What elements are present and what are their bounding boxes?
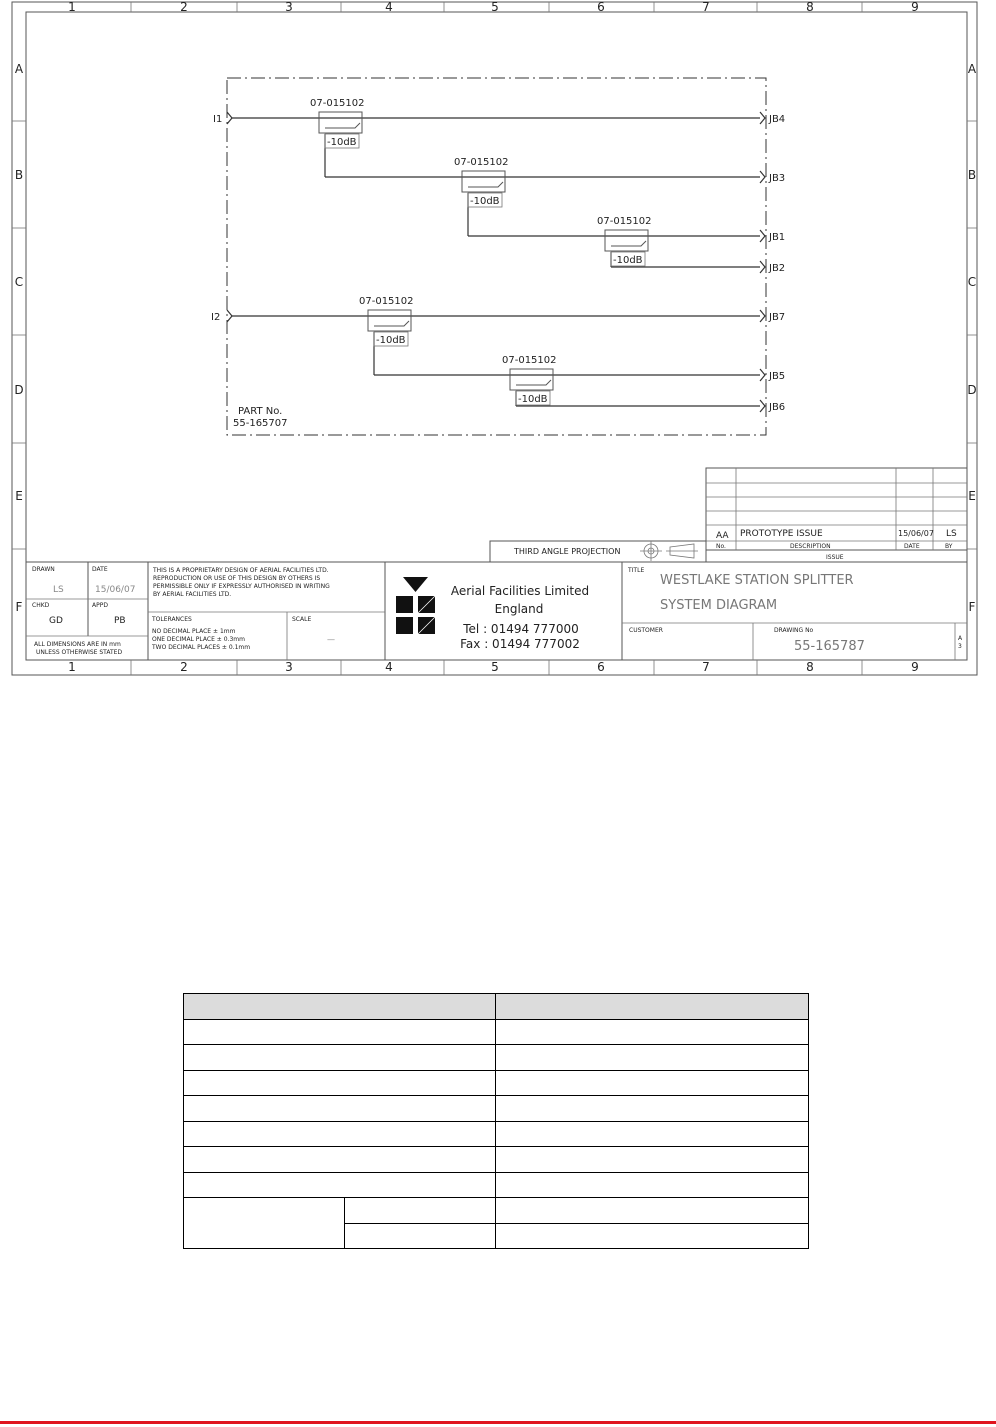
unit-boundary [227,78,766,435]
column-label: 1 [68,660,76,674]
port-label: JB4 [769,114,786,125]
table-row [184,1019,809,1045]
drawn-by: LS [53,585,64,595]
column-label: 7 [702,0,710,14]
column-label: 2 [180,660,188,674]
row-label: C [967,275,977,289]
column-label: 7 [702,660,710,674]
row-label: E [15,489,23,503]
table-row [184,1147,809,1173]
input-label-i2: I2 [211,312,221,323]
row-label: E [968,489,976,503]
port-label: JB3 [769,173,786,184]
row-label: B [967,168,977,182]
revision-description: PROTOTYPE ISSUE [740,529,823,539]
table-row [184,1121,809,1147]
row-label: C [14,275,24,289]
column-label: 2 [180,0,188,14]
splitter-3 [597,216,652,266]
projection-label: THIRD ANGLE PROJECTION [514,547,621,556]
customer-label: CUSTOMER [629,627,663,634]
column-label: 4 [385,0,393,14]
row-label: A [14,62,24,76]
table-cell [345,1223,496,1249]
row-label: F [968,600,976,614]
port-label: JB7 [769,312,786,323]
revision-no: AA [716,531,729,541]
column-label: 6 [597,660,605,674]
table-cell [184,1198,345,1249]
revision-table [706,468,967,561]
column-label: 5 [491,0,499,14]
drawing-title-line-1: WESTLAKE STATION SPLITTER [660,573,854,588]
splitter-2 [454,157,509,207]
revision-header-by: BY [945,543,953,550]
table-cell [496,1096,809,1122]
column-labels-bottom [68,660,919,674]
approved-label: APPD [92,602,108,609]
table-cell [184,1096,496,1122]
column-label: 4 [385,660,393,674]
revision-header-date: DATE [904,543,920,550]
approved-by: PB [114,616,126,626]
row-label: D [14,383,24,397]
proprietary-note: PERMISSIBLE ONLY IF EXPRESSLY AUTHORISED IN WRITING [153,583,330,590]
column-label: 3 [285,0,293,14]
splitter-attenuation: -10dB [613,255,643,266]
tolerances-label: TOLERANCES [152,616,192,623]
drawn-label: DRAWN [32,566,55,573]
drawing-number-label: DRAWING No [774,627,814,634]
part-number-label: PART No. [238,406,283,417]
port-label: JB2 [769,263,786,274]
dimensions-note: ALL DIMENSIONS ARE IN mm [34,641,121,648]
table-cell [184,1070,496,1096]
company-country: England [494,602,544,616]
splitter-5 [502,355,557,405]
company-logo [396,577,435,634]
projection-box [490,541,706,562]
splitter-1 [310,98,365,148]
row-labels-right [967,62,977,614]
drawn-date: 15/06/07 [95,585,136,595]
table-cell [496,1121,809,1147]
splitter-part-number: 07-015102 [502,355,557,366]
table-row [184,1096,809,1122]
company-fax: Fax : 01494 777002 [460,637,580,651]
proprietary-note: BY AERIAL FACILITIES LTD. [153,591,232,598]
column-label: 1 [68,0,76,14]
revision-header-no: No. [716,543,726,550]
title-block [26,562,967,660]
column-label: 9 [911,660,919,674]
column-label: 5 [491,660,499,674]
page-footer-rule [0,1421,996,1424]
table-cell [496,1198,809,1224]
sheet-size: 3 [958,643,962,650]
schematic-drawing-sheet [0,0,996,690]
table-cell [496,1070,809,1096]
table-row [184,1172,809,1198]
table-cell [496,1172,809,1198]
splitter-part-number: 07-015102 [310,98,365,109]
table-cell [184,1172,496,1198]
drawing-title-line-2: SYSTEM DIAGRAM [660,598,778,613]
table-cell [345,1198,496,1224]
specification-table [183,993,809,1249]
table-cell [184,1045,496,1071]
output-arrows [760,112,765,412]
table-cell [496,1045,809,1071]
scale-label: SCALE [292,616,312,623]
input-label-i1: I1 [213,114,223,125]
splitter-attenuation: -10dB [470,196,500,207]
revision-by: LS [946,529,957,539]
tolerance-line: ONE DECIMAL PLACE ± 0.3mm [152,636,245,643]
table-cell [184,1019,496,1045]
table-cell [496,1147,809,1173]
company-name: Aerial Facilities Limited [450,584,590,598]
input-arrows [227,112,232,322]
splitter-part-number: 07-015102 [454,157,509,168]
splitter-part-number: 07-015102 [359,296,414,307]
row-labels-left [14,62,24,614]
tolerance-line: NO DECIMAL PLACE ± 1mm [152,628,236,635]
splitter-part-number: 07-015102 [597,216,652,227]
table-cell [496,1223,809,1249]
proprietary-note: THIS IS A PROPRIETARY DESIGN OF AERIAL FACILITIES LTD. [153,567,329,574]
column-label: 6 [597,0,605,14]
row-label: D [967,383,977,397]
title-label: TITLE [628,567,645,574]
splitter-4 [359,296,414,346]
port-label: JB5 [769,371,786,382]
checked-label: CHKD [32,602,50,609]
sheet-size: A [958,635,963,642]
port-label: JB1 [769,232,786,243]
port-label: JB6 [769,402,786,413]
table-row [184,1070,809,1096]
date-label: DATE [92,566,108,573]
table-header-cell [184,994,496,1020]
scale-value: — [327,635,335,644]
table-header-row [184,994,809,1020]
table-cell [184,1121,496,1147]
column-label: 3 [285,660,293,674]
row-label: F [15,600,23,614]
table-cell [184,1147,496,1173]
splitter-attenuation: -10dB [376,335,406,346]
splitter-attenuation: -10dB [327,137,357,148]
company-tel: Tel : 01494 777000 [463,622,579,636]
part-number: 55-165707 [233,418,288,429]
splitter-attenuation: -10dB [518,394,548,405]
column-label: 8 [806,660,814,674]
checked-by: GD [49,616,63,626]
revision-issue-label: ISSUE [826,554,844,561]
row-label: A [967,62,977,76]
column-label: 9 [911,0,919,14]
proprietary-note: REPRODUCTION OR USE OF THIS DESIGN BY OTHERS IS [153,575,321,582]
sheet-inner-border [26,12,967,660]
column-label: 8 [806,0,814,14]
revision-date: 15/06/07 [898,529,934,538]
row-label: B [14,168,24,182]
dimensions-note: UNLESS OTHERWISE STATED [36,649,123,656]
table-header-cell [496,994,809,1020]
tolerance-line: TWO DECIMAL PLACES ± 0.1mm [152,644,251,651]
table-cell [496,1019,809,1045]
drawing-number: 55-165787 [794,639,865,654]
output-port-labels [768,114,785,413]
table-row [184,1198,809,1224]
table-row [184,1045,809,1071]
revision-header-description: DESCRIPTION [790,543,831,550]
